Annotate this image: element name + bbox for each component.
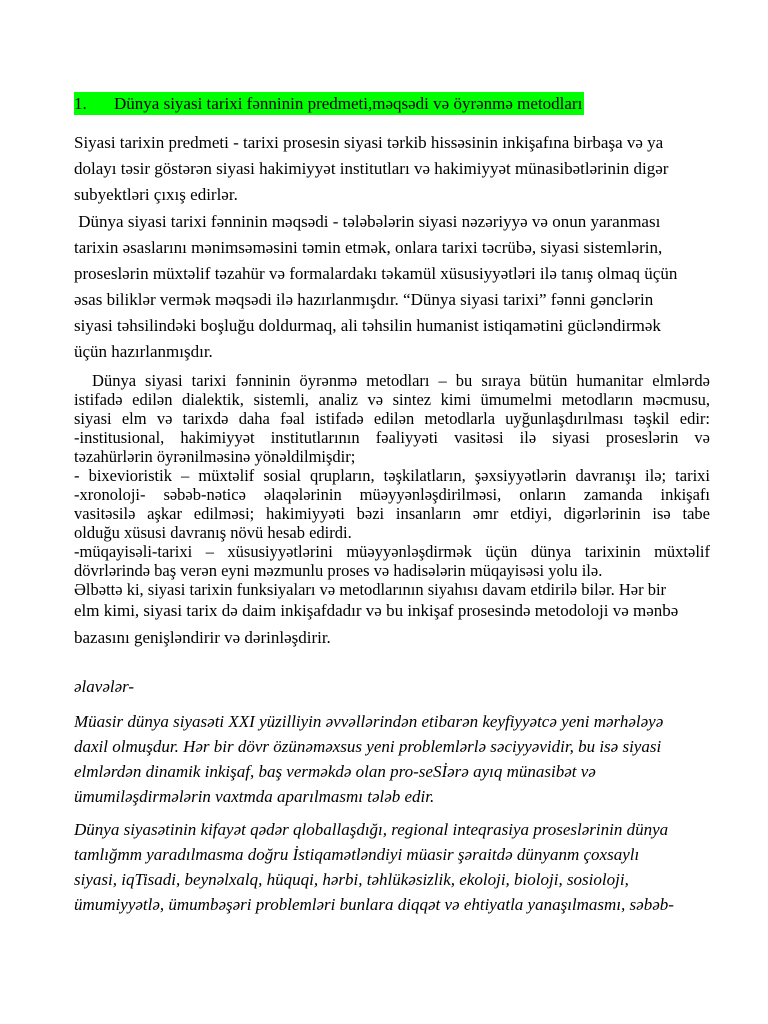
text-line: Dünya siyasətinin kifayət qədər qloballaşdığı, regional inteqrasiya proseslərinin dünya <box>74 820 669 839</box>
text-line: elm kimi, siyasi tarix də daim inkişafdadır və bu inkişaf prosesində metodoloji və mənbə <box>74 601 679 620</box>
text-line: dövrlərində baş verən eyni məzmunlu proses və hadisələrin müqayisəsi yolu ilə. <box>74 561 603 580</box>
text-line: Əlbəttə ki, siyasi tarixin funksiyaları və metodlarının siyahısı davam etdirilə bilər. Hər bir <box>74 580 667 599</box>
text-line: Siyasi tarixin predmeti - tarixi prosesin siyasi tərkib hissəsinin inkişafına birbaşa və ya <box>74 133 664 152</box>
text-line: tamlığmm yaradılmasma doğru İstiqamətləndiyi müasir şəraitdə dünyanm çoxsaylı <box>74 845 640 864</box>
text-line: siyasi elm və tarixdə daha fəal istifadə edilən metodlarla uyğunlaşdırılması təşkil edir: <box>74 409 710 428</box>
text-line: -xronoloji- səbəb-nəticə əlaqələrinin müəyyənləşdirilməsi, onların zamanda inkişafı <box>74 485 710 504</box>
text-line: subyektləri çıxış edirlər. <box>74 185 238 204</box>
text-line: elmlərdən dinamik inkişaf, baş verməkdə olan pro-seSİərə ayıq münasibət və <box>74 762 596 781</box>
text-line: siyasi, iqTisadi, beynəlxalq, hüquqi, hərbi, təhlükəsizlik, ekoloji, bioloji, sosioloji, <box>74 870 629 889</box>
text-line: əsas biliklər vermək məqsədi ilə hazırlanmışdır. “Dünya siyasi tarixi” fənni gənclərin <box>74 290 654 309</box>
text-line: istifadə edilən dialektik, sistemli, analiz və sintez kimi ümumelmi metodların məcmusu, <box>74 390 710 409</box>
text-line: -institusional, hakimiyyət institutlarının fəaliyyəti vasitəsi ilə siyasi proseslərin və <box>74 428 710 447</box>
text-line: bazasını genişləndirir və dərinləşdirir. <box>74 628 331 647</box>
heading-title: Dünya siyasi tarixi fənninin predmeti,məqsədi və öyrənmə metodları <box>114 94 583 113</box>
text-line: Dünya siyasi tarixi fənninin öyrənmə metodları – bu sıraya bütün humanitar elmlərdə <box>74 371 710 390</box>
italic-paragraph-globalization <box>74 817 710 917</box>
additions-label: əlavələr- <box>74 677 135 696</box>
heading-number: 1. <box>74 94 87 113</box>
text-line: vasitəsilə aşkar edilməsi; hakimiyyəti bəzi insanların əmr etdiyi, digərlərinin isə tabe <box>74 504 710 523</box>
text-line: olduğu xüsusi davranış növü hesab edirdi. <box>74 523 352 542</box>
text-line: siyasi təhsilindəki boşluğu doldurmaq, ali təhsilin humanist istiqamətini gücləndirmək <box>74 316 661 335</box>
paragraph-methods-continued <box>74 597 710 651</box>
text-line: -müqayisəli-tarixi – xüsusiyyətlərini müəyyənləşdirmək üçün dünya tarixinin müxtəlif <box>74 542 710 561</box>
section-heading <box>74 92 584 115</box>
text-line: ümumiyyətlə, ümumbəşəri problemləri bunlara diqqət və ehtiyatla yanaşılmasmı, səbəb- <box>74 895 674 914</box>
text-line: üçün hazırlanmışdır. <box>74 342 213 361</box>
text-line: təzahürlərin öyrənilməsinə yönəldilmişdir; <box>74 447 356 466</box>
text-line: ümumiləşdirmələrin vaxtmda aparılmasmı tələb edir. <box>74 787 435 806</box>
text-line: dolayı təsir göstərən siyasi hakimiyyət institutları və hakimiyyət münasibətlərinin digər <box>74 159 669 178</box>
text-line: proseslərin müxtəlif təzahür və formalardakı təkamül xüsusiyyətləri ilə tanış olmaq üçün <box>74 264 678 283</box>
paragraph-purpose <box>74 209 710 365</box>
heading-highlight <box>74 92 584 115</box>
text-line: Dünya siyasi tarixi fənninin məqsədi - tələbələrin siyasi nəzəriyyə və onun yaranması <box>74 212 661 231</box>
text-line: - bixevioristik – müxtəlif sosial qrupların, təşkilatların, şəxsiyyətlərin davranışı ilə; tarixi <box>74 466 710 485</box>
text-line: tarixin əsaslarını mənimsəməsini təmin etmək, onlara tarixi təcrübə, siyasi sistemlərin, <box>74 238 663 257</box>
text-line: Müasir dünya siyasəti XXI yüzilliyin əvvəllərindən etibarən keyfiyyətcə yeni mərhələyə <box>74 712 664 731</box>
text-line: daxil olmuşdur. Hər bir dövr özünəməxsus yeni problemlərlə səciyyəvidir, bu isə siyasi <box>74 737 662 756</box>
italic-paragraph-modern-politics <box>74 709 710 809</box>
paragraph-subject <box>74 130 710 208</box>
paragraph-methods <box>74 371 710 599</box>
